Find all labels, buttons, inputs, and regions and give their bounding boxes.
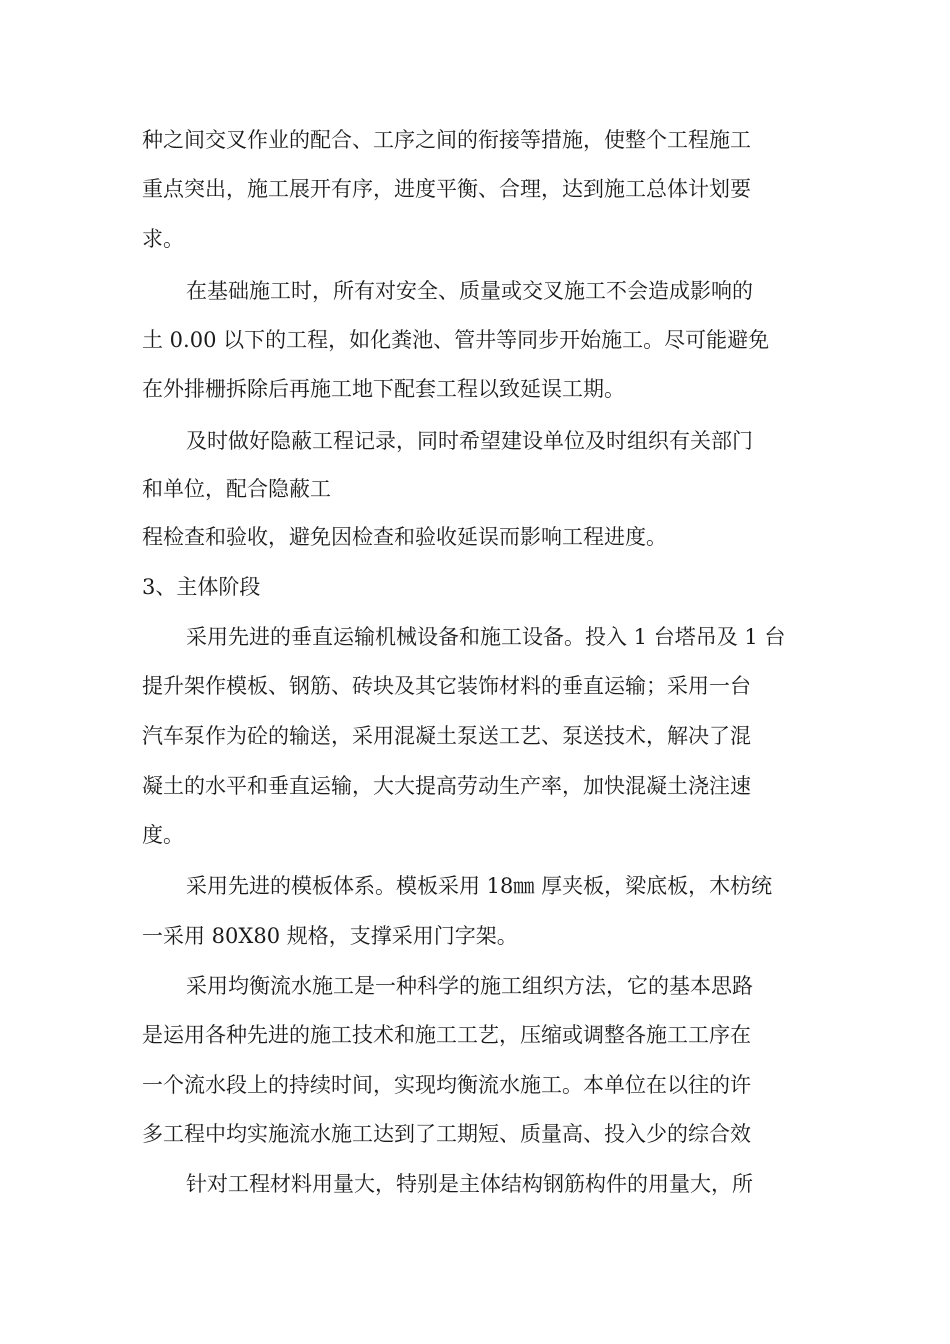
text-line-3: 求。: [142, 227, 184, 251]
text-line-13: 汽车泵作为砼的输送，采用混凝土泵送工艺、泵送技术，解决了混: [142, 724, 751, 748]
text-line-1: 种之间交叉作业的配合、工序之间的衔接等措施，使整个工程施工: [142, 128, 751, 152]
paragraph-start-line: 及时做好隐蔽工程记录，同时希望建设单位及时组织有关部门: [186, 429, 753, 453]
text-line-12: 提升架作模板、钢筋、砖块及其它装饰材料的垂直运输；采用一台: [142, 674, 751, 698]
text-line-8: 和单位，配合隐蔽工: [142, 477, 331, 501]
text-line-2: 重点突出，施工展开有序，进度平衡、合理，达到施工总体计划要: [142, 177, 751, 201]
paragraph-start-line: 在基础施工时，所有对安全、质量或交叉施工不会造成影响的: [186, 279, 753, 303]
section-heading: 3、主体阶段: [142, 575, 261, 599]
text-line-5: 土 0.00 以下的工程，如化粪池、管井等同步开始施工。尽可能避免: [142, 328, 770, 352]
paragraph-start-line: 采用先进的垂直运输机械设备和施工设备。投入 1 台塔吊及 1 台: [186, 625, 786, 649]
text-line-15: 度。: [142, 823, 184, 847]
text-line-14: 凝土的水平和垂直运输，大大提高劳动生产率，加快混凝土浇注速: [142, 774, 751, 798]
text-line-17: 一采用 80X80 规格，支撑采用门字架。: [142, 924, 518, 948]
paragraph-start-line: 采用先进的模板体系。模板采用 18㎜ 厚夹板，梁底板，木枋统: [186, 874, 773, 898]
text-line-19: 是运用各种先进的施工技术和施工工艺，压缩或调整各施工工序在: [142, 1023, 751, 1047]
text-line-20: 一个流水段上的持续时间，实现均衡流水施工。本单位在以往的许: [142, 1073, 751, 1097]
text-line-9: 程检查和验收，避免因检查和验收延误而影响工程进度。: [142, 525, 667, 549]
text-line-6: 在外排栅拆除后再施工地下配套工程以致延误工期。: [142, 377, 625, 401]
paragraph-start-line: 针对工程材料用量大，特别是主体结构钢筋构件的用量大，所: [186, 1172, 753, 1196]
paragraph-start-line: 采用均衡流水施工是一种科学的施工组织方法，它的基本思路: [186, 974, 753, 998]
text-line-21: 多工程中均实施流水施工达到了工期短、质量高、投入少的综合效: [142, 1122, 751, 1146]
